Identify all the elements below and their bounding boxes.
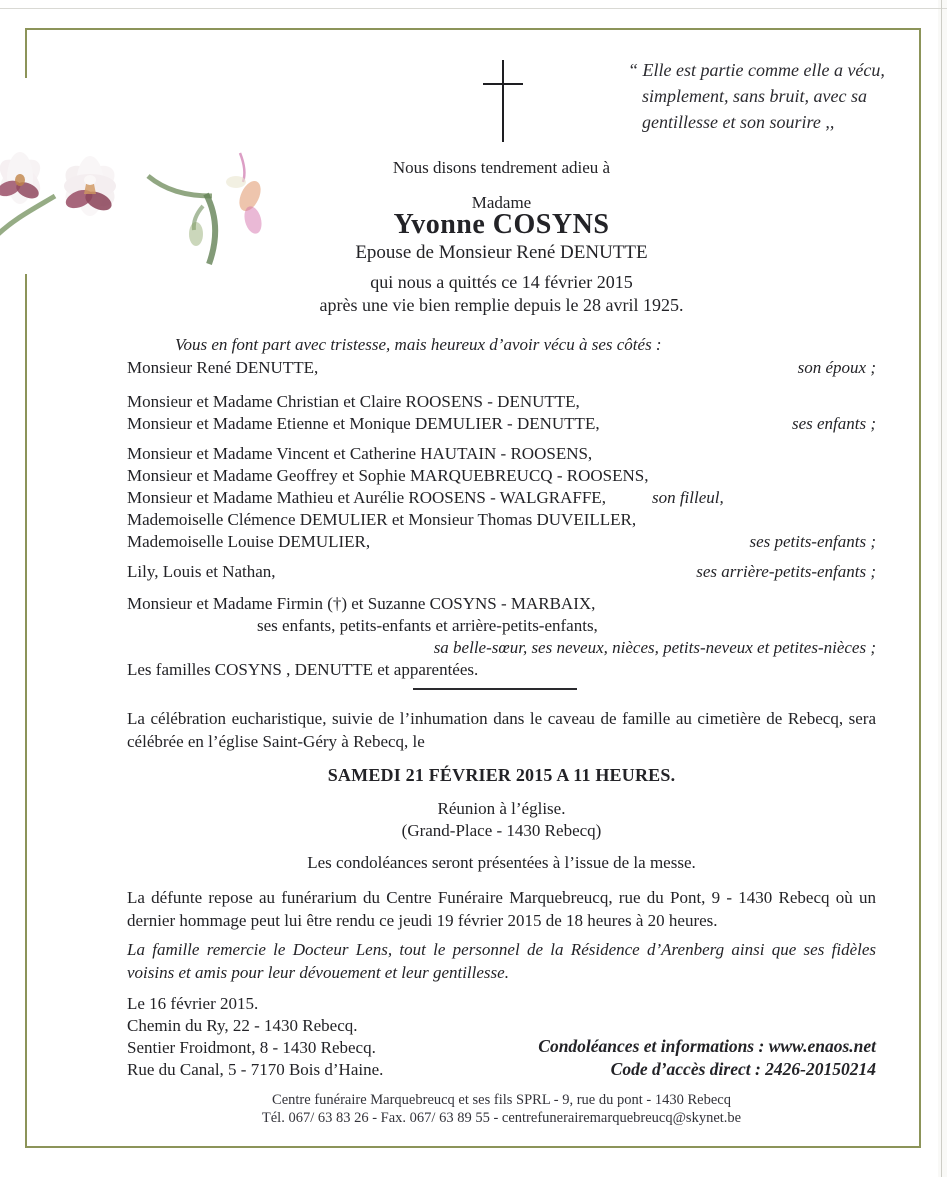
family-row: [127, 413, 876, 435]
family-row: Monsieur et Madame Christian et Claire ROOSENS - DENUTTE,: [127, 392, 580, 411]
family-row: [127, 531, 876, 553]
family-row: [127, 357, 876, 379]
family-row: Monsieur et Madame Vincent et Catherine HAUTAIN - ROOSENS,: [127, 444, 593, 463]
meeting-line: Réunion à l’église.: [437, 799, 566, 818]
spouse-line: Epouse de Monsieur René DENUTTE: [355, 242, 648, 263]
meeting-place: (Grand-Place - 1430 Rebecq): [401, 821, 602, 840]
quote-line: “ Elle est partie comme elle a vécu,: [628, 60, 885, 80]
address-line: Rue du Canal, 5 - 7170 Bois d’Haine.: [127, 1060, 384, 1079]
honorific: Madame: [471, 193, 532, 212]
death-date-line: qui nous a quittés ce 14 février 2015: [370, 272, 633, 292]
relation-label: ses arrière-petits-enfants ;: [696, 562, 876, 581]
family-row: [127, 487, 876, 509]
section-divider: [413, 688, 577, 690]
relation-label: sa belle-sœur, ses neveux, nièces, petits-neveux et petites-nièces ;: [433, 638, 876, 657]
family-row: Monsieur et Madame Firmin (†) et Suzanne COSYNS - MARBAIX,: [127, 594, 596, 613]
cross-vertical: [502, 60, 504, 142]
online-condolences-block: [427, 1035, 876, 1081]
ceremony-date: SAMEDI 21 FÉVRIER 2015 A 11 HEURES.: [327, 765, 676, 785]
family-member: Mademoiselle Louise DEMULIER,: [127, 532, 371, 551]
relation-label: ses enfants ;: [791, 414, 876, 433]
family-announcement-list: [127, 334, 876, 681]
birth-date-line: après une vie bien remplie depuis le 28 avril 1925.: [319, 295, 684, 315]
family-row: Les familles COSYNS , DENUTTE et apparentées.: [127, 660, 479, 679]
celebration-paragraph: La célébration eucharistique, suivie de l’inhumation dans le caveau de famille au cimetière de Rebecq, sera célébrée en l’église Saint-Géry à Rebecq, le: [127, 709, 876, 751]
family-member: Monsieur et Madame Mathieu et Aurélie ROOSENS - WALGRAFFE,: [127, 488, 606, 507]
family-row: [127, 561, 876, 583]
scan-edge-band: [938, 0, 947, 1177]
cross-icon: [483, 60, 523, 142]
repose-paragraph: La défunte repose au funérarium du Centre Funéraire Marquebreucq, rue du Pont, 9 - 1430 Rebecq où un dernier hommage peut lui être rendu ce jeudi 19 février 2015 de 18 heures à 20 heures.: [127, 888, 876, 930]
deceased-name: Yvonne COSYNS: [393, 209, 610, 240]
funeral-home-contact: Tél. 067/ 63 83 26 - Fax. 067/ 63 89 55 - centrefunerairemarquebreucq@skynet.be: [261, 1110, 742, 1126]
memorial-quote: [628, 57, 888, 135]
quote-line: simplement, sans bruit, avec sa: [642, 86, 867, 106]
quote-line: gentillesse et son sourire ,,: [642, 112, 835, 132]
condolences-website: Condoléances et informations : www.enaos.net: [538, 1036, 876, 1056]
farewell-line: Nous disons tendrement adieu à: [392, 158, 611, 177]
scan-edge-top: [0, 8, 947, 9]
family-row: Monsieur et Madame Geoffrey et Sophie MARQUEBREUCQ - ROOSENS,: [127, 466, 649, 485]
funeral-home-footer: [127, 1091, 876, 1127]
address-line: Chemin du Ry, 22 - 1430 Rebecq.: [127, 1016, 358, 1035]
condolences-line: Les condoléances seront présentées à l’issue de la messe.: [307, 853, 696, 872]
address-line: Sentier Froidmont, 8 - 1430 Rebecq.: [127, 1038, 376, 1057]
access-code: Code d’accès direct : 2426-20150214: [610, 1059, 876, 1079]
relation-label: son époux ;: [797, 358, 876, 377]
family-row: ses enfants, petits-enfants et arrière-petits-enfants,: [257, 616, 598, 635]
family-member: Monsieur et Madame Etienne et Monique DEMULIER - DENUTTE,: [127, 414, 600, 433]
family-member: Monsieur René DENUTTE,: [127, 358, 319, 377]
scan-edge-right: [941, 0, 942, 1177]
funeral-home-name: Centre funéraire Marquebreucq et ses fils SPRL - 9, rue du pont - 1430 Rebecq: [272, 1092, 731, 1108]
family-row: Mademoiselle Clémence DEMULIER et Monsieur Thomas DUVEILLER,: [127, 510, 637, 529]
cross-horizontal: [483, 83, 523, 85]
relation-label: son filleul,: [651, 488, 724, 507]
relation-label: ses petits-enfants ;: [749, 532, 876, 551]
family-intro: Vous en font part avec tristesse, mais heureux d’avoir vécu à ses côtés :: [175, 335, 662, 354]
announcement-date: Le 16 février 2015.: [127, 994, 259, 1013]
family-member: Lily, Louis et Nathan,: [127, 562, 276, 581]
thanks-paragraph: La famille remercie le Docteur Lens, tout le personnel de la Résidence d’Arenberg ainsi que ses fidèles voisins et amis pour leur dévouement et leur gentillesse.: [127, 940, 876, 982]
